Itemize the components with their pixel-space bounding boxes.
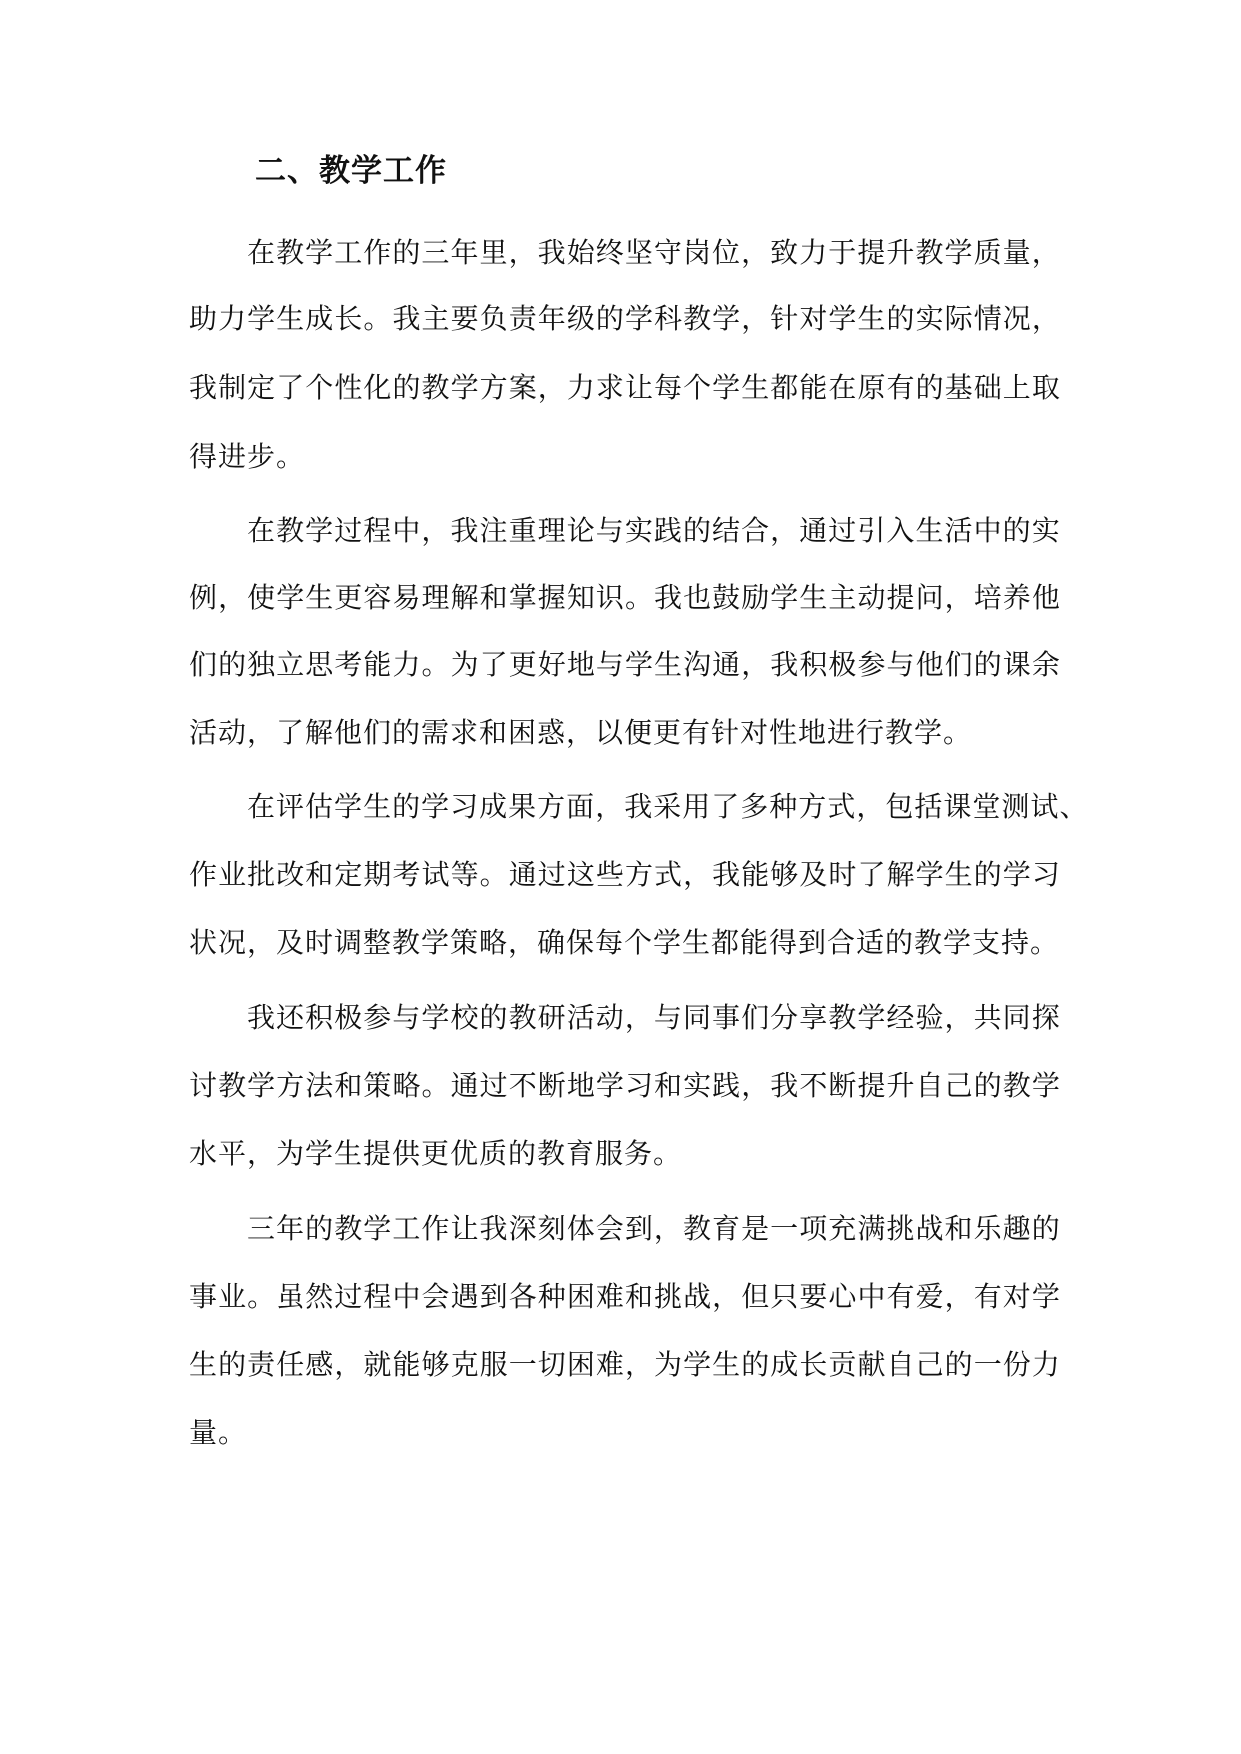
paragraph-line: 事 业 。 虽 然 过 程 中 会 遇 到 各 种 困 难 和 挑 战 ， 但 只 要 心 中 有 爱 ， 有 对 学 (189, 1280, 1061, 1313)
paragraph-line: 水平，为学生提供更优质的教育服务。 (189, 1137, 683, 1170)
paragraph-line: 得进步。 (189, 440, 306, 473)
paragraph-line: 三 年 的 教 学 工 作 让 我 深 刻 体 会 到 ， 教 育 是 一 项 充 满 挑 战 和 乐 趣 的 (247, 1212, 1061, 1245)
paragraph-line: 在 教 学 过 程 中 ， 我 注 重 理 论 与 实 践 的 结 合 ， 通 过 引 入 生 活 中 的 实 (247, 514, 1061, 547)
paragraph-line: 作 业 批 改 和 定 期 考 试 等 。 通 过 这 些 方 式 ， 我 能 够 及 时 了 解 学 生 的 学 习 (189, 858, 1061, 891)
paragraph-line: 量。 (189, 1416, 248, 1449)
paragraph-line: 们 的 独 立 思 考 能 力 。 为 了 更 好 地 与 学 生 沟 通 ， 我 积 极 参 与 他 们 的 课 余 (189, 648, 1061, 681)
paragraph-line: 在 评 估 学 生 的 学 习 成 果 方 面 ， 我 采 用 了 多 种 方 式 ， 包 括 课 堂 测 试 、 (247, 790, 1089, 823)
paragraph-line: 我 制 定 了 个 性 化 的 教 学 方 案 ， 力 求 让 每 个 学 生 都 能 在 原 有 的 基 础 上 取 (189, 371, 1061, 404)
paragraph-line: 例 ， 使 学 生 更 容 易 理 解 和 掌 握 知 识 。 我 也 鼓 励 学 生 主 动 提 问 ， 培 养 他 (189, 581, 1061, 614)
paragraph-line: 状况，及时调整教学策略，确保每个学生都能得到合适的教学支持。 (189, 926, 1060, 959)
paragraph-line: 生 的 责 任 感 ， 就 能 够 克 服 一 切 困 难 ， 为 学 生 的 成 长 贡 献 自 己 的 一 份 力 (189, 1348, 1061, 1381)
paragraph-line: 讨 教 学 方 法 和 策 略 。 通 过 不 断 地 学 习 和 实 践 ， 我 不 断 提 升 自 己 的 教 学 (189, 1069, 1061, 1102)
paragraph-line: 我 还 积 极 参 与 学 校 的 教 研 活 动 ， 与 同 事 们 分 享 教 学 经 验 ， 共 同 探 (247, 1001, 1061, 1034)
paragraph-line: 活动，了解他们的需求和困惑，以便更有针对性地进行教学。 (189, 716, 973, 749)
section-heading: 二、教学工作 (255, 153, 447, 189)
paragraph-line: 在 教 学 工 作 的 三 年 里 ， 我 始 终 坚 守 岗 位 ， 致 力 于 提 升 教 学 质 量 ， (247, 236, 1061, 269)
paragraph-line: 助 力 学 生 成 长 。 我 主 要 负 责 年 级 的 学 科 教 学 ， 针 对 学 生 的 实 际 情 况 ， (189, 302, 1061, 335)
